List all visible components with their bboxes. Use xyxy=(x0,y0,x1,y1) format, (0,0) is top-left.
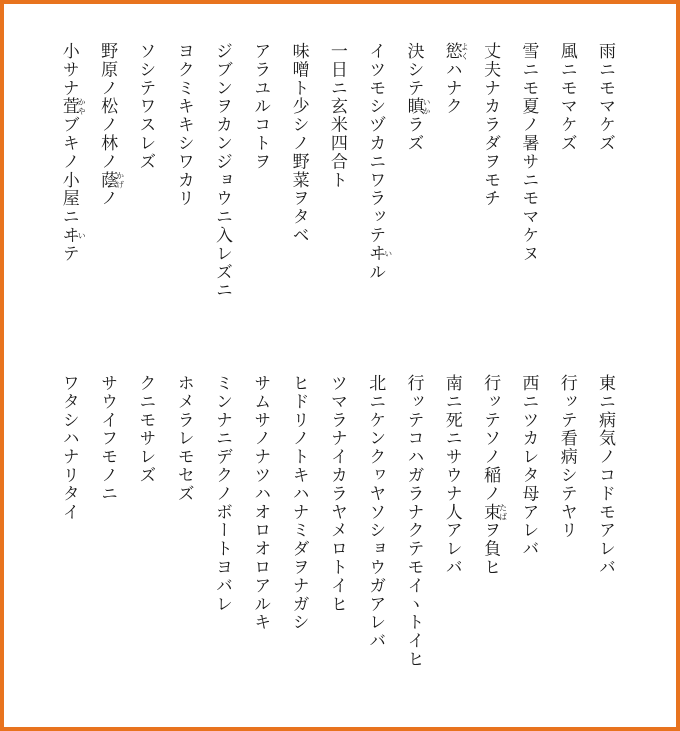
poem-line xyxy=(287,42,311,244)
poem-line xyxy=(516,374,540,558)
line-text: 丈夫ナカラダヲモチ xyxy=(480,42,501,208)
line-text: ル xyxy=(365,262,386,282)
poem-line xyxy=(402,42,431,152)
line-text: 西ニツカレタ母アレバ xyxy=(518,374,539,558)
poem-line xyxy=(555,374,579,540)
poem-line xyxy=(325,42,349,189)
line-text: ヨクミキキシワカリ xyxy=(173,42,194,208)
ruby-base: 慾 xyxy=(441,42,462,61)
furigana: かや xyxy=(77,97,87,116)
line-text: 一日ニ玄米四合ト xyxy=(326,42,347,190)
line-text: テ xyxy=(58,244,79,263)
line-text: 行ッテコハガラナクテモイヽトイヒ xyxy=(403,374,424,669)
poem-line xyxy=(210,42,234,300)
line-text: 南ニ死ニサウナ人アレバ xyxy=(441,374,462,577)
line-text: 東ニ病気ノコドモアレバ xyxy=(595,374,615,577)
ruby-word xyxy=(480,502,508,522)
furigana: い xyxy=(77,226,87,245)
furigana: いか xyxy=(422,97,431,116)
poem-line xyxy=(478,42,502,208)
line-text: イツモシヅカニワラッテ xyxy=(365,42,386,245)
line-text: ヒドリノトキハナミダヲナガシ xyxy=(288,374,309,632)
line-text: 行ッテ看病シテヤリ xyxy=(556,374,577,540)
line-text: 雨ニモマケズ xyxy=(595,42,615,153)
ruby-base: 束 xyxy=(480,502,501,522)
poem-line xyxy=(363,374,387,650)
line-text: ノ xyxy=(97,189,118,208)
ruby-word xyxy=(403,97,431,116)
poem-line xyxy=(133,42,157,171)
line-text: ホメラレモセズ xyxy=(173,374,194,503)
line-text: ソシテワスレズ xyxy=(135,42,156,171)
poem-line xyxy=(325,374,349,613)
furigana: い xyxy=(383,244,393,263)
ruby-word xyxy=(365,244,393,263)
ruby-word xyxy=(58,97,87,116)
poem-line xyxy=(440,374,464,576)
ruby-base: 瞋 xyxy=(403,97,424,116)
ruby-base: 萓 xyxy=(58,97,79,116)
poem-line xyxy=(210,374,234,613)
ruby-word xyxy=(97,170,125,190)
ruby-base: ヰ xyxy=(365,244,386,263)
line-text: 行ッテソノ稲ノ xyxy=(480,374,501,503)
line-text: クニモサレズ xyxy=(135,374,156,485)
poem-line xyxy=(287,374,311,632)
line-text: 雪ニモ夏ノ暑サニモマケヌ xyxy=(518,42,539,263)
ruby-base: ヰ xyxy=(58,226,79,245)
poem-line xyxy=(363,42,392,281)
line-text: ジブンヲカンジョウニ入レズニ xyxy=(212,42,232,300)
line-text: 小サナ xyxy=(58,42,79,98)
poem-line xyxy=(248,42,272,171)
poem-line xyxy=(516,42,540,263)
furigana: かげ xyxy=(115,170,125,190)
line-text: ブキノ小屋ニ xyxy=(58,115,79,227)
line-text: ハナク xyxy=(441,60,462,116)
furigana: たば xyxy=(498,502,508,522)
poem-line xyxy=(593,374,617,576)
poem-line xyxy=(555,42,579,152)
poem-line xyxy=(95,42,124,208)
poem-line xyxy=(57,42,86,263)
ruby-word xyxy=(58,226,87,245)
line-text: 北ニケンクヮヤソショウガアレバ xyxy=(365,374,386,650)
line-text: 風ニモマケズ xyxy=(556,42,577,153)
line-text: 野原ノ松ノ林ノ xyxy=(97,42,118,171)
poem-line xyxy=(133,374,157,484)
line-text: ミンナニデクノボートヨバレ xyxy=(212,374,232,614)
poem-line xyxy=(172,42,196,208)
line-text: サウイフモノニ xyxy=(97,374,118,503)
line-text: ツマラナイカラヤメロトイヒ xyxy=(326,374,347,614)
line-text: ヲ負ヒ xyxy=(480,521,501,577)
line-text: 味噌ト少シノ野菜ヲタベ xyxy=(288,42,309,245)
line-text: ワタシハナリタイ xyxy=(58,374,79,522)
line-text: ラズ xyxy=(403,115,424,153)
ruby-word xyxy=(441,42,470,61)
line-text: サムサノナツハオロオロアルキ xyxy=(250,374,271,632)
poem-line xyxy=(172,374,196,503)
poem-line xyxy=(593,42,617,152)
poem-line xyxy=(248,374,272,632)
poem-line xyxy=(57,374,81,521)
poem-line xyxy=(478,374,507,576)
line-text: アラユルコトヲ xyxy=(250,42,271,171)
furigana: よく xyxy=(460,42,470,61)
poem-line xyxy=(402,374,426,668)
ruby-base: 蔭 xyxy=(97,170,118,190)
line-text: 決シテ xyxy=(403,42,424,98)
poem-body xyxy=(4,4,676,727)
poem-line xyxy=(440,42,469,116)
poem-line xyxy=(95,374,119,503)
